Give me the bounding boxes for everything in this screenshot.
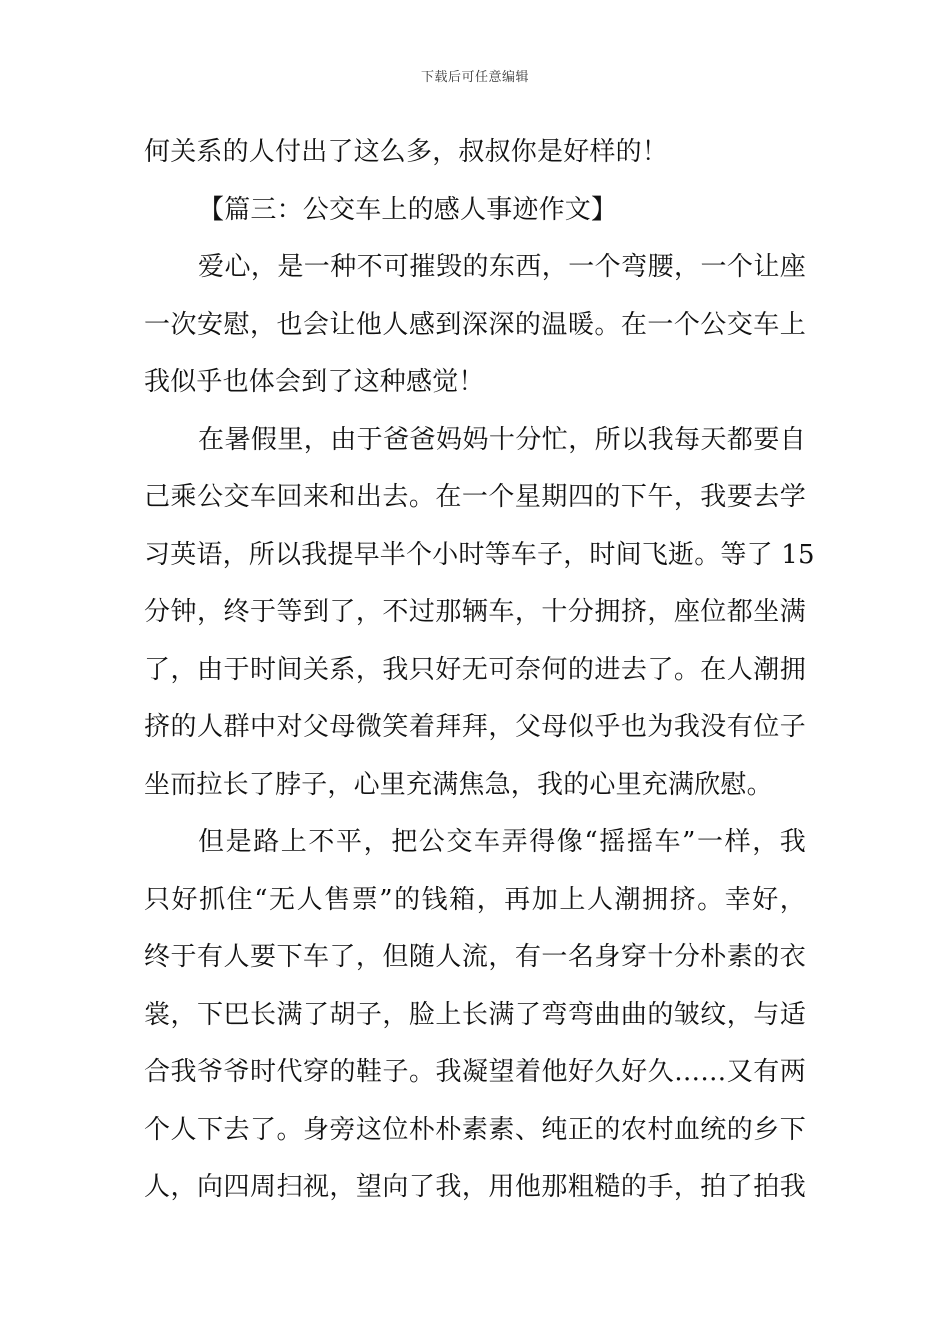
text-line: 了，由于时间关系，我只好无可奈何的进去了。在人潮拥 xyxy=(144,654,806,685)
article-body xyxy=(144,124,815,1217)
text-line: 裳，下巴长满了胡子，脸上长满了弯弯曲曲的皱纹，与适 xyxy=(144,999,806,1030)
section-heading: 【篇三：公交车上的感人事迹作文】 xyxy=(198,194,618,225)
paragraph-start-line: 爱心，是一种不可摧毁的东西，一个弯腰，一个让座 xyxy=(198,252,806,282)
paragraph-start-line: 在暑假里，由于爸爸妈妈十分忙，所以我每天都要自 xyxy=(198,424,806,455)
text-line: 我似乎也体会到了这种感觉！ xyxy=(144,367,485,397)
text-line: 挤的人群中对父母微笑着拜拜，父母似乎也为我没有位子 xyxy=(144,712,806,742)
text-line: 坐而拉长了脖子，心里充满焦急，我的心里充满欣慰。 xyxy=(144,769,773,800)
text-line: 分钟，终于等到了，不过那辆车，十分拥挤，座位都坐满 xyxy=(144,597,806,627)
text-line: 一次安慰，也会让他人感到深深的温暖。在一个公交车上 xyxy=(144,309,806,340)
page-header: 下载后可任意编辑 xyxy=(420,70,529,85)
text-line: 个人下去了。身旁这位朴朴素素、纯正的农村血统的乡下 xyxy=(144,1114,806,1145)
paragraph-start-line: 但是路上不平，把公交车弄得像“摇摇车”一样，我 xyxy=(198,827,806,857)
text-line: 己乘公交车回来和出去。在一个星期四的下午，我要去学 xyxy=(144,482,806,512)
text-line: 何关系的人付出了这么多，叔叔你是好样的！ xyxy=(144,137,669,167)
text-line: 合我爷爷时代穿的鞋子。我凝望着他好久好久……又有两 xyxy=(144,1057,806,1087)
text-line: 习英语，所以我提早半个小时等车子，时间飞逝。等了 15 xyxy=(144,539,815,570)
text-line: 只好抓住“无人售票”的钱箱，再加上人潮拥挤。幸好， xyxy=(144,884,806,915)
text-line: 终于有人要下车了，但随人流，有一名身穿十分朴素的衣 xyxy=(144,942,806,972)
text-line: 人，向四周扫视，望向了我，用他那粗糙的手，拍了拍我 xyxy=(144,1172,806,1202)
